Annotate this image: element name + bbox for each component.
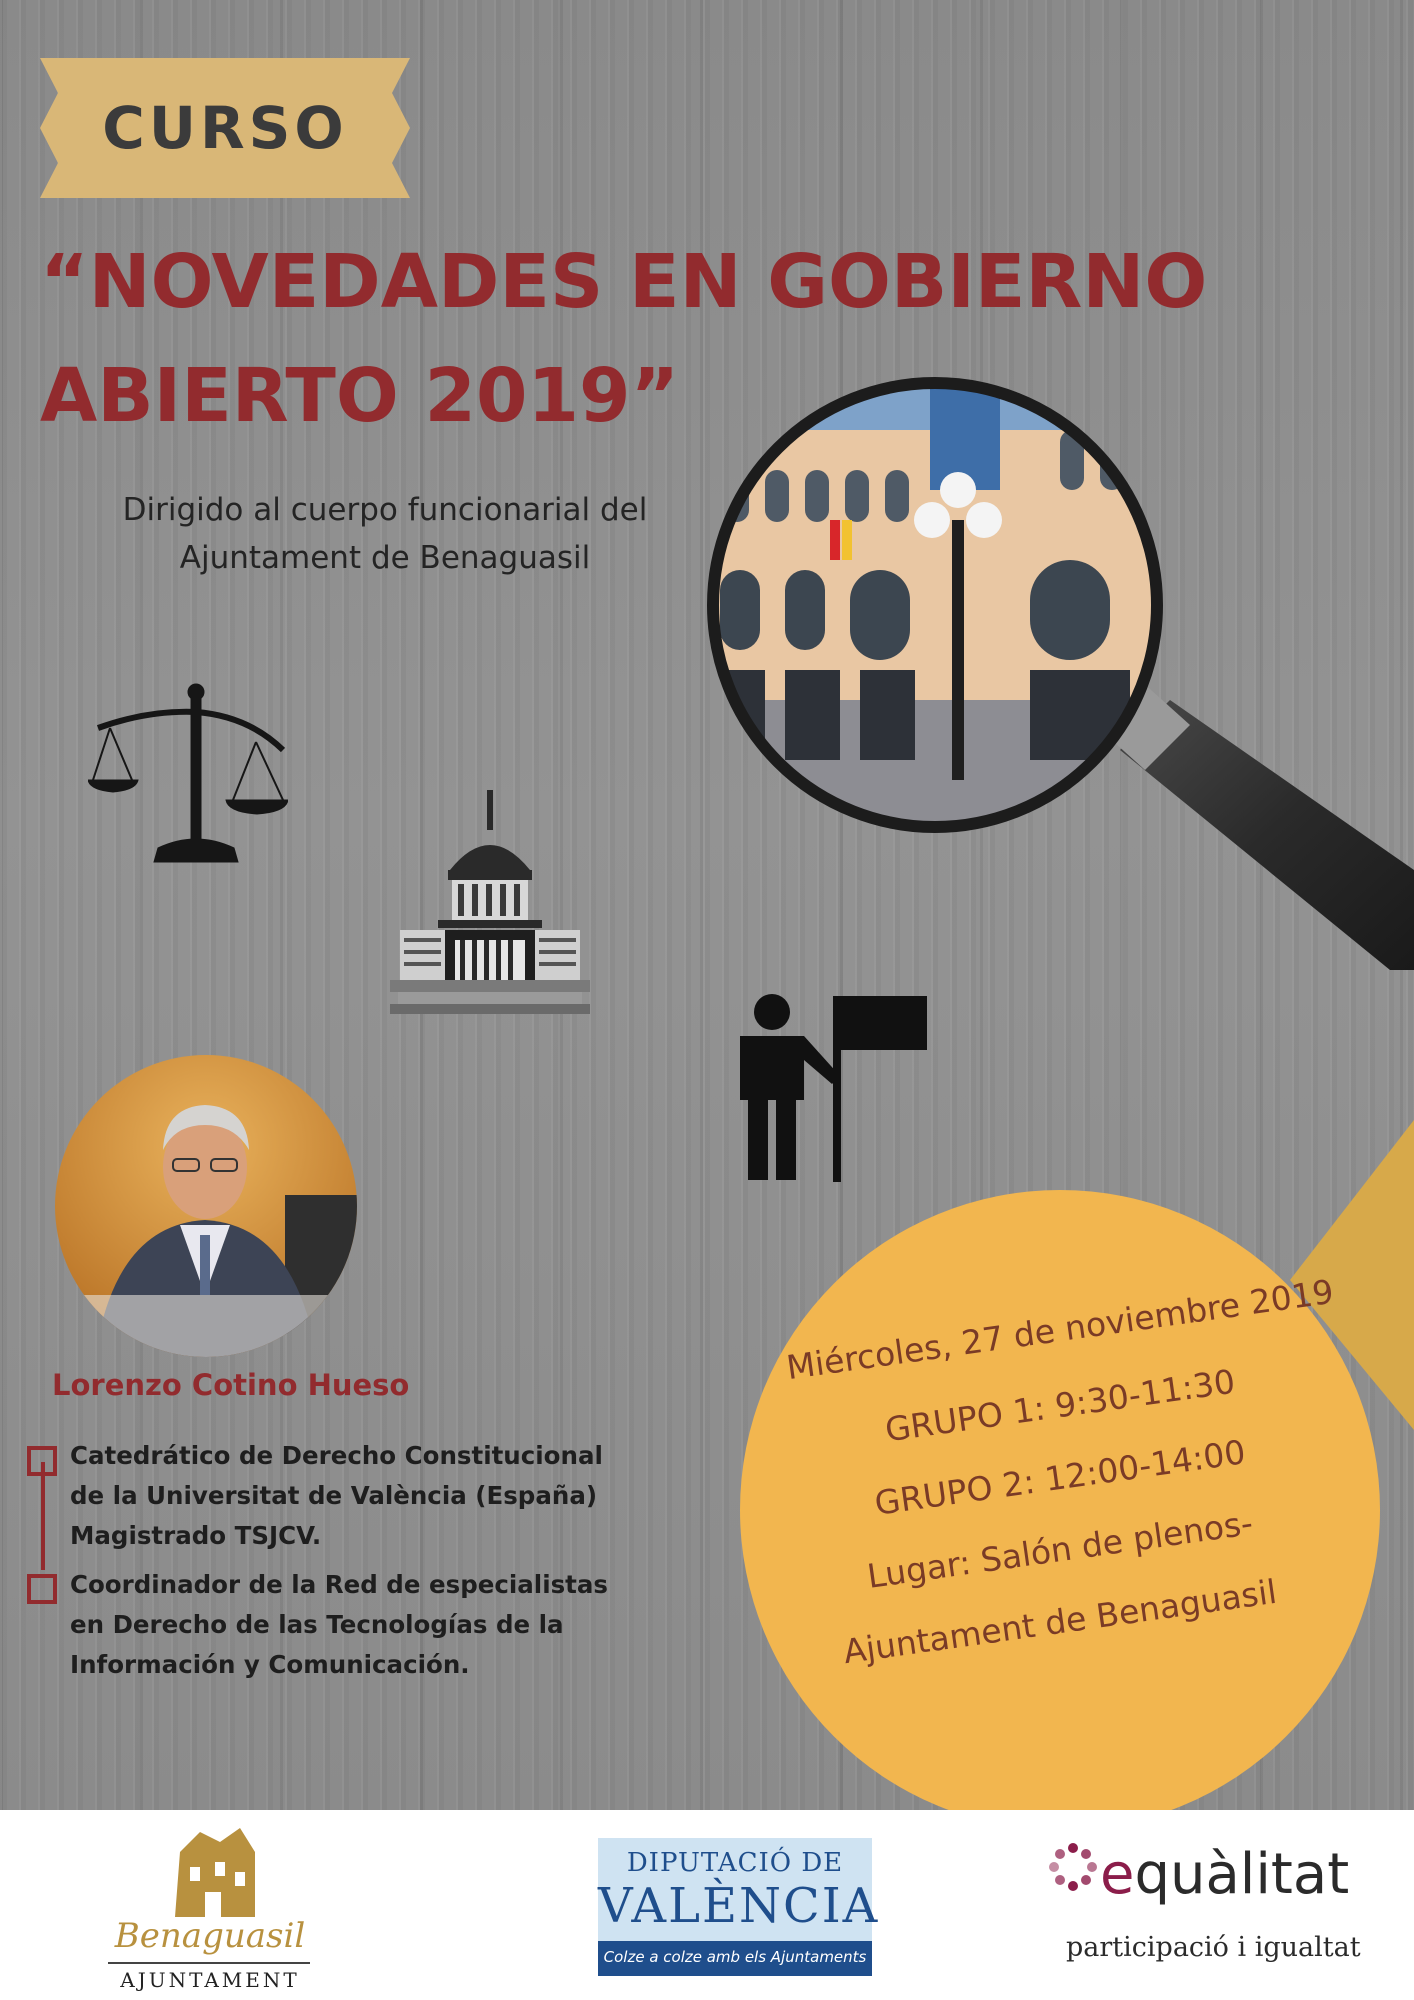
credential-1-line2: de la Universitat de València (España) bbox=[70, 1481, 598, 1510]
event-group-1: GRUPO 1: 9:30-11:30 bbox=[882, 1361, 1238, 1450]
audience-subtitle bbox=[45, 486, 725, 582]
speaker-credential-2 bbox=[70, 1565, 670, 1685]
subtitle-line2: Ajuntament de Benaguasil bbox=[179, 540, 591, 576]
event-info bbox=[740, 1190, 1380, 1810]
magnifying-glass-icon bbox=[700, 370, 1414, 970]
equalitat-logo-sub: participació i igualtat bbox=[1066, 1932, 1361, 1963]
equalitat-logo-e: e bbox=[1100, 1842, 1135, 1907]
diputacio-valencia-logo bbox=[598, 1838, 880, 1976]
diputacio-slogan: Colze a colze amb els Ajuntaments bbox=[603, 1948, 867, 1966]
event-place-1: Lugar: Salón de plenos- bbox=[864, 1503, 1256, 1596]
scales-of-justice-icon bbox=[88, 680, 288, 870]
diputacio-line1: DIPUTACIÓ DE bbox=[626, 1848, 844, 1878]
event-group-2: GRUPO 2: 12:00-14:00 bbox=[872, 1432, 1248, 1523]
equalitat-logo-rest: quàlitat bbox=[1134, 1842, 1350, 1907]
curso-label: CURSO bbox=[102, 94, 348, 162]
equalitat-flower-icon bbox=[1048, 1842, 1098, 1892]
speaker-name: Lorenzo Cotino Hueso bbox=[52, 1368, 410, 1402]
subtitle-line1: Dirigido al cuerpo funcionarial del bbox=[122, 492, 648, 528]
course-title-line1: “NOVEDADES EN GOBIERNO bbox=[40, 239, 1208, 325]
person-with-flag-icon bbox=[730, 990, 930, 1190]
event-date: Miércoles, 27 de noviembre 2019 bbox=[784, 1271, 1336, 1388]
event-place-2: Ajuntament de Benaguasil bbox=[840, 1571, 1280, 1672]
credential-2-line3: Información y Comunicación. bbox=[70, 1650, 470, 1679]
credential-2-line2: en Derecho de las Tecnologías de la bbox=[70, 1610, 564, 1639]
course-title-line2: ABIERTO 2019” bbox=[40, 353, 680, 439]
credential-1-line1: Catedrático de Derecho Constitucional bbox=[70, 1441, 603, 1470]
bullet-marker bbox=[27, 1574, 57, 1604]
benaguasil-logo-rule bbox=[108, 1962, 310, 1964]
diputacio-line2: VALÈNCIA bbox=[598, 1878, 880, 1934]
capitol-building-icon bbox=[390, 790, 590, 1030]
benaguasil-logo-sub: AJUNTAMENT bbox=[120, 1968, 300, 1992]
speaker-portrait-image bbox=[55, 1055, 357, 1357]
benaguasil-castle-icon bbox=[160, 1822, 270, 1922]
speaker-photo bbox=[55, 1055, 357, 1357]
benaguasil-logo-name: Benaguasil bbox=[114, 1916, 306, 1956]
credential-2-line1: Coordinador de la Red de especialistas bbox=[70, 1570, 609, 1599]
equalitat-logo-name bbox=[1100, 1842, 1400, 1907]
credential-1-line3: Magistrado TSJCV. bbox=[70, 1521, 322, 1550]
bullet-connector-line bbox=[41, 1462, 45, 1570]
speaker-credential-1 bbox=[70, 1436, 670, 1556]
bullet-marker bbox=[27, 1446, 57, 1476]
